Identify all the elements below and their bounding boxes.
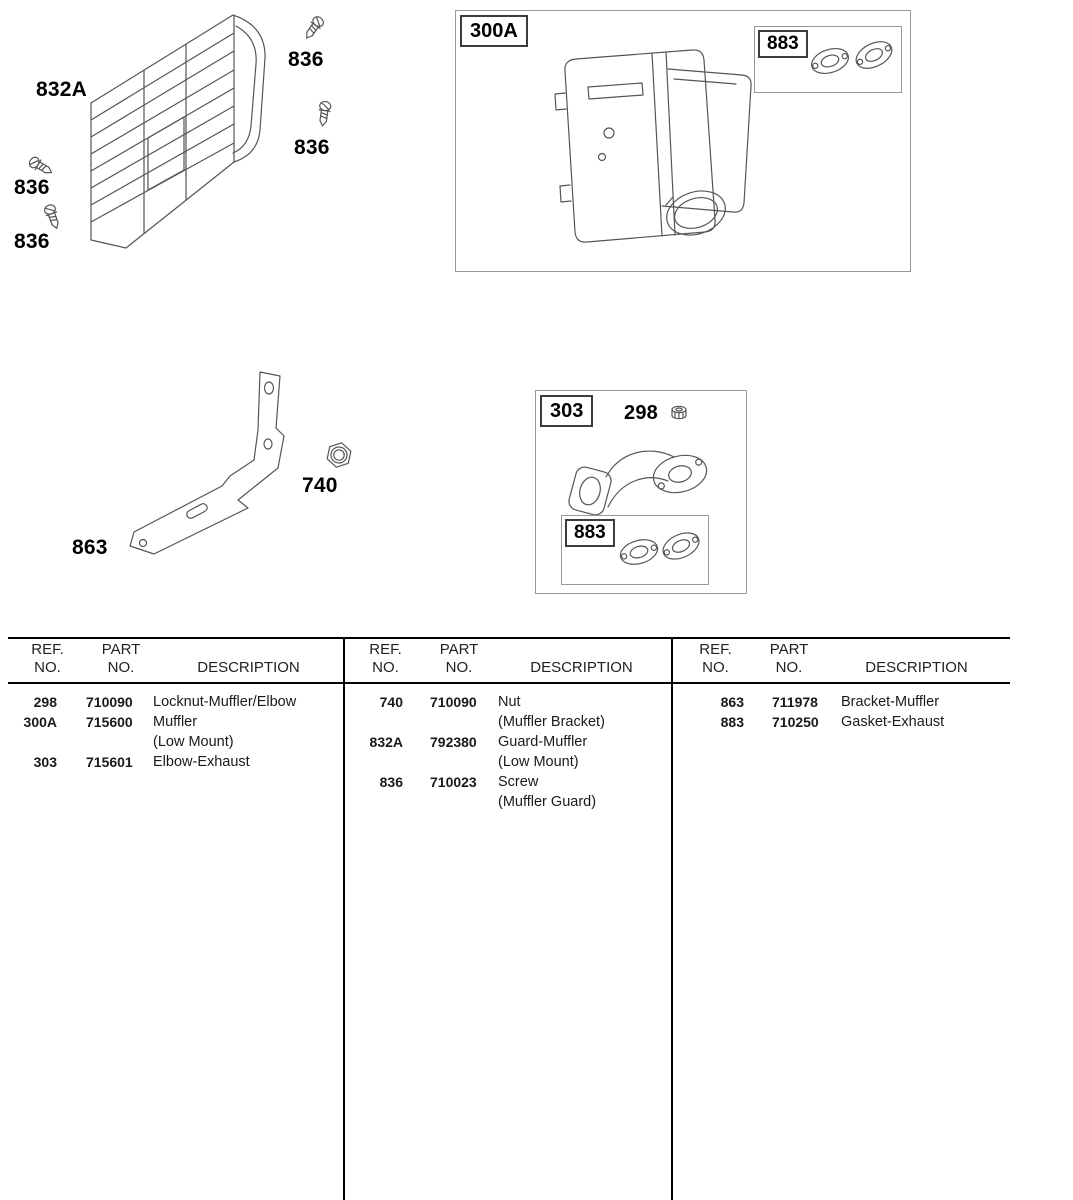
part-no-header: PART NO. <box>769 641 809 676</box>
ref-no-cell: 832A <box>369 734 403 750</box>
table-row <box>348 792 668 812</box>
table-row <box>348 692 668 712</box>
exhaust-elbow-drawing <box>564 427 716 527</box>
part-no-header: PART NO. <box>439 641 479 676</box>
table-row <box>10 752 340 772</box>
description-cell: Elbow-Exhaust <box>153 754 250 770</box>
part-no-cell: 792380 <box>430 734 477 750</box>
muffler-drawing <box>546 35 781 270</box>
description-cell: (Low Mount) <box>498 754 579 770</box>
table-row <box>10 712 340 732</box>
description-header: DESCRIPTION <box>197 659 300 676</box>
part-no-cell: 711978 <box>772 694 818 710</box>
elbow-ref-tag: 303 <box>540 395 593 427</box>
gasket-ref-tag: 883 <box>565 519 615 547</box>
description-cell: (Muffler Bracket) <box>498 714 605 730</box>
guard-ref-label: 832A <box>36 78 88 101</box>
table-row <box>348 772 668 792</box>
table-row <box>10 732 340 752</box>
muffler-ref-tag: 300A <box>460 15 528 47</box>
description-header: DESCRIPTION <box>530 659 633 676</box>
nut-drawing <box>324 440 354 470</box>
muffler-panel <box>455 10 911 272</box>
part-no-cell: 710023 <box>430 774 477 790</box>
table-top-border <box>8 637 1010 639</box>
locknut-drawing <box>669 404 689 422</box>
elbow-panel <box>535 390 747 594</box>
description-cell: Bracket-Muffler <box>841 694 940 710</box>
table-header <box>678 641 1008 677</box>
ref-no-cell: 303 <box>33 754 57 770</box>
description-cell: Screw <box>498 774 539 790</box>
screw-ref-label: 836 <box>294 136 330 159</box>
screw-icon <box>296 11 330 47</box>
part-no-cell <box>403 752 498 772</box>
locknut-ref-label: 298 <box>624 402 658 424</box>
part-no-cell <box>403 712 498 732</box>
ref-no-cell: 298 <box>33 694 57 710</box>
part-no-header: PART NO. <box>101 641 141 676</box>
screw-ref-label: 836 <box>14 176 50 199</box>
description-cell: Muffler <box>153 714 198 730</box>
parts-column-3 <box>678 692 1008 732</box>
part-no-cell: 710250 <box>772 714 819 730</box>
description-cell: (Muffler Guard) <box>498 794 597 810</box>
ref-no-cell: 863 <box>720 694 744 710</box>
gasket-drawing <box>658 524 704 568</box>
nut-ref-label: 740 <box>302 474 338 497</box>
parts-column-2 <box>348 692 668 812</box>
muffler-bracket-drawing <box>118 368 303 568</box>
description-cell: Locknut-Muffler/Elbow <box>153 694 297 710</box>
muffler-guard-drawing <box>86 6 281 251</box>
gasket-panel-mid <box>561 515 709 585</box>
screw-ref-label: 836 <box>14 230 50 253</box>
parts-column-1 <box>10 692 340 772</box>
bracket-ref-label: 863 <box>72 536 108 559</box>
table-header-rule <box>8 682 1010 684</box>
description-header: DESCRIPTION <box>865 659 968 676</box>
ref-no-header: REF. NO. <box>699 641 732 676</box>
ref-no-cell: 300A <box>23 714 57 730</box>
table-column-divider <box>671 637 673 1200</box>
part-no-cell: 715601 <box>86 754 133 770</box>
gasket-panel-top <box>754 26 902 93</box>
table-row <box>348 752 668 772</box>
ref-no-cell <box>348 752 403 772</box>
description-cell: Nut <box>498 694 521 710</box>
ref-no-cell: 836 <box>379 774 403 790</box>
gasket-drawing <box>807 39 853 83</box>
part-no-cell: 710090 <box>430 694 477 710</box>
gasket-drawing <box>851 33 897 77</box>
table-column-divider <box>343 637 345 1200</box>
table-row <box>10 692 340 712</box>
ref-no-cell <box>10 732 57 752</box>
ref-no-cell <box>348 792 403 812</box>
ref-no-header: REF. NO. <box>369 641 402 676</box>
ref-no-header: REF. NO. <box>31 641 64 676</box>
description-cell: (Low Mount) <box>153 734 234 750</box>
part-no-cell: 715600 <box>86 714 133 730</box>
table-row <box>348 732 668 752</box>
table-row <box>678 712 1008 732</box>
screw-icon <box>312 99 336 131</box>
part-no-cell <box>57 732 153 752</box>
part-no-cell <box>403 792 498 812</box>
screw-ref-label: 836 <box>288 48 324 71</box>
ref-no-cell: 883 <box>720 714 744 730</box>
gasket-ref-tag: 883 <box>758 30 808 58</box>
table-row <box>678 692 1008 712</box>
ref-no-cell <box>348 712 403 732</box>
table-header <box>10 641 340 677</box>
ref-no-cell: 740 <box>379 694 403 710</box>
description-cell: Gasket-Exhaust <box>841 714 945 730</box>
gasket-drawing <box>616 530 662 574</box>
part-no-cell: 710090 <box>86 694 133 710</box>
table-header <box>348 641 668 677</box>
description-cell: Guard-Muffler <box>498 734 588 750</box>
table-row <box>348 712 668 732</box>
